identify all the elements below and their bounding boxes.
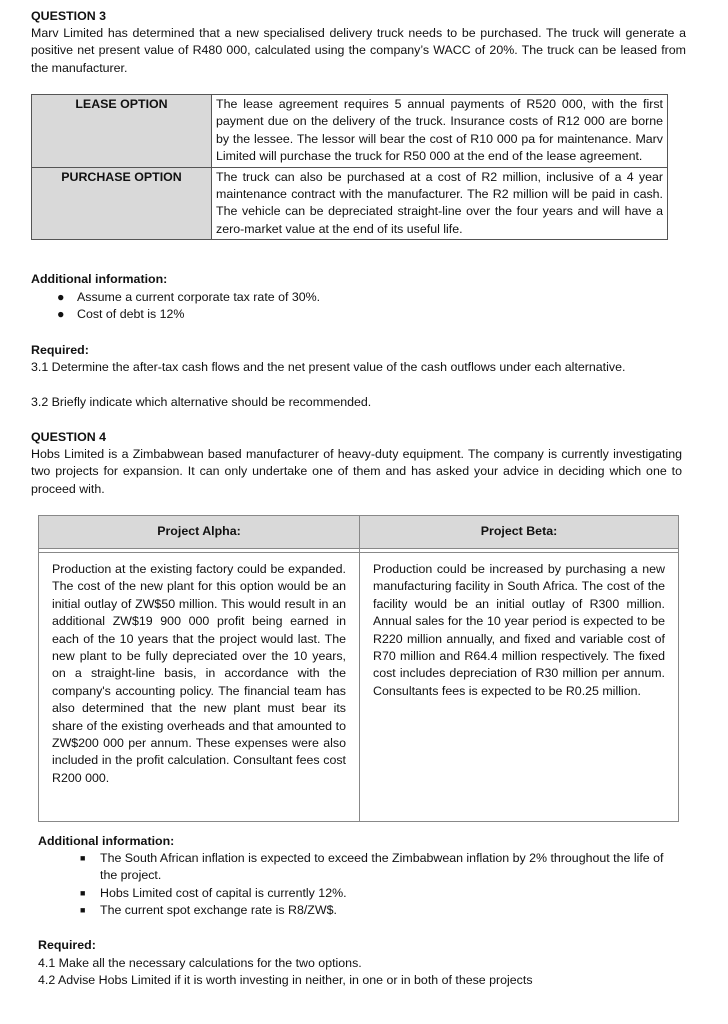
purchase-option-row: [32, 167, 668, 240]
list-item: ● Cost of debt is 12%: [31, 306, 320, 323]
q4-projects-table: [38, 515, 679, 822]
square-bullet-icon: ■: [80, 853, 86, 863]
q4-required-heading: Required:: [38, 938, 96, 952]
project-alpha-heading: Project Alpha:: [39, 516, 360, 549]
q3-intro: Marv Limited has determined that a new specialised delivery truck needs to be purchased. The truck will generate a positive net present value of R480 000, calculated using the company’s WACC of 20%. The truck can be leased from the manufacturer.: [31, 26, 686, 75]
square-bullet-icon: ■: [80, 905, 86, 916]
q3-required-2: 3.2 Briefly indicate which alternative should be recommended.: [31, 395, 372, 409]
project-alpha-text: Production at the existing factory could be expanded. The cost of the new plant for this option would be an initial outlay of ZW$50 million. This would result in an additional ZW$19 900 000 profit being earned in each of the 10 years that the project would last. The new plant to be fully depreciated over the 10 years, on a straight-line basis, in accordance with the company's accounting policy. The financial team has also determined that the new plant must bear its share of the existing overheads and that amounted to ZW$200 000 per annum. These expenses were also included in the profit calculation. Consultant fees cost R200 000.: [39, 553, 360, 822]
lease-option-row: [32, 95, 668, 168]
q3-required-heading: Required:: [31, 343, 89, 357]
q3-additional-list: [31, 289, 320, 324]
list-item: ■ Hobs Limited cost of capital is currently 12%.: [38, 885, 678, 902]
list-item: ■ The current spot exchange rate is R8/ZW$.: [38, 902, 678, 919]
q4-required-2: 4.2 Advise Hobs Limited if it is worth investing in neither, in one or in both of these projects: [38, 973, 533, 987]
q3-additional-heading: Additional information:: [31, 272, 168, 286]
lease-option-label: LEASE OPTION: [32, 95, 212, 168]
q3-options-table: [31, 94, 668, 240]
q4-intro: Hobs Limited is a Zimbabwean based manufacturer of heavy-duty equipment. The company is currently investigating two projects for expansion. It can only undertake one of them and has asked your advice in deciding which one to proceed with.: [31, 447, 682, 496]
q4-heading: QUESTION 4: [31, 430, 107, 444]
q4-additional-list: [38, 850, 678, 920]
q4-additional-heading: Additional information:: [38, 834, 175, 848]
q4-required-1: 4.1 Make all the necessary calculations for the two options.: [38, 956, 362, 970]
square-bullet-icon: ■: [80, 887, 86, 898]
purchase-option-label: PURCHASE OPTION: [32, 167, 212, 240]
project-beta-heading: Project Beta:: [360, 516, 679, 549]
bullet-icon: ●: [57, 307, 65, 322]
purchase-option-text: The truck can also be purchased at a cost of R2 million, inclusive of a 4 year maintenance contract with the manufacturer. The R2 million will be paid in cash. The vehicle can be depreciated straight-line over the four years and will have a zero-market value at the end of its useful life.: [212, 167, 668, 240]
lease-option-text: The lease agreement requires 5 annual payments of R520 000, with the first payment due on the delivery of the truck. Insurance costs of R12 000 are borne by the lessee. The lessor will bear the cost of R10 000 pa for maintenance. Marv Limited will purchase the truck for R50 000 at the end of the lease agreement.: [212, 95, 668, 168]
q3-required-1: 3.1 Determine the after-tax cash flows and the net present value of the cash outflows under each alternative.: [31, 360, 626, 374]
project-beta-text: Production could be increased by purchasing a new manufacturing facility in South Africa. The cost of the facility would be an initial outlay of R300 million. Annual sales for the 10 year period is expected to be R220 million annually, and fixed and variable cost of R70 million and R64.4 million respectively. The fixed cost includes depreciation of R30 million per annum. Consultants fees is expected to be R0.25 million.: [360, 553, 679, 822]
list-item: ■ The South African inflation is expected to exceed the Zimbabwean inflation by 2% throughout the life of the project.: [80, 851, 664, 883]
bullet-icon: ●: [57, 290, 65, 304]
q3-heading: QUESTION 3: [31, 9, 107, 23]
list-item: ● Assume a current corporate tax rate of 30%.: [31, 289, 320, 306]
